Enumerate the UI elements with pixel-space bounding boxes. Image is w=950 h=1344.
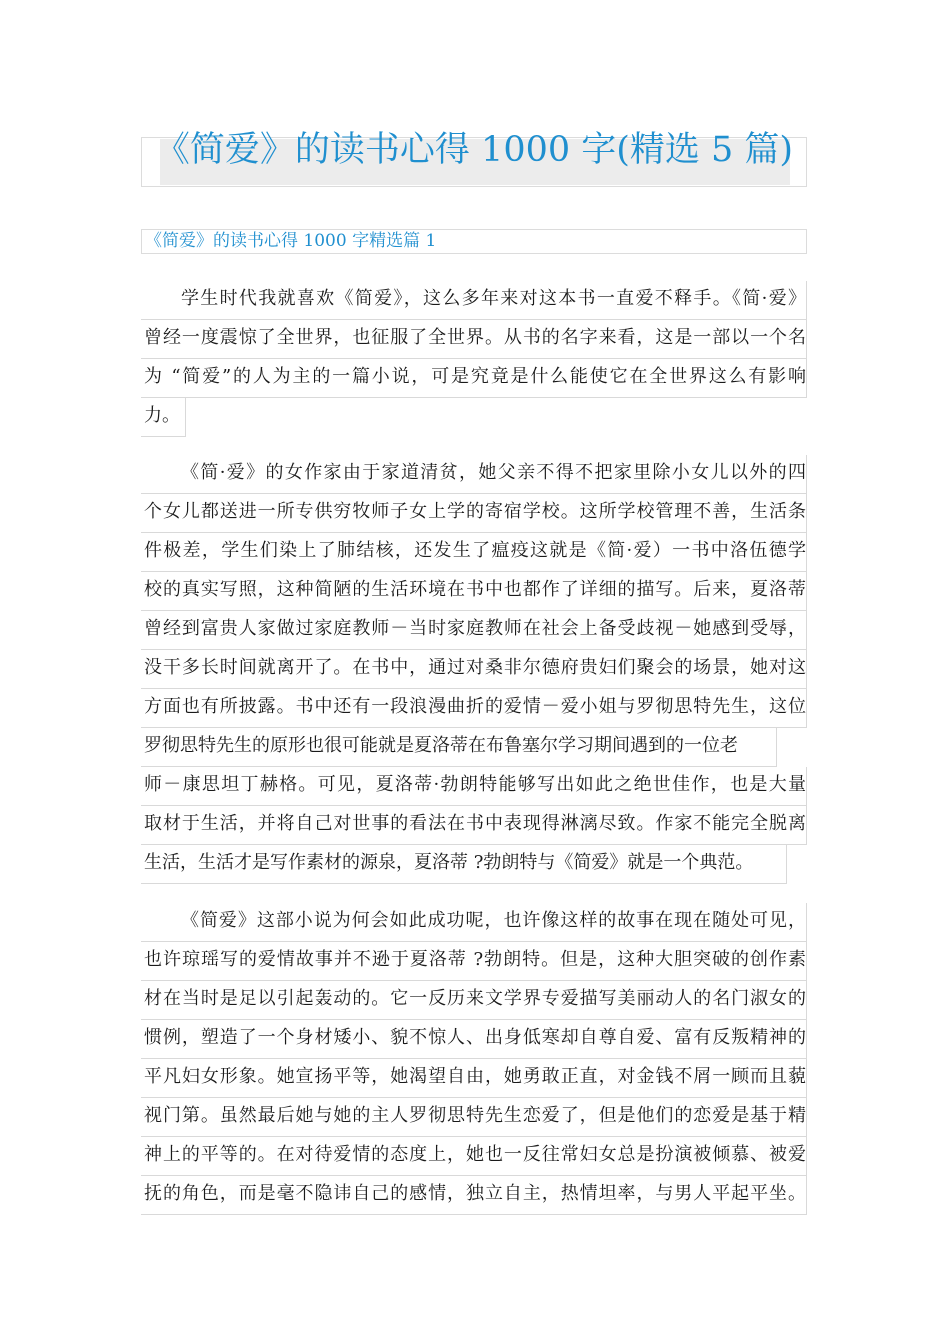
paragraph-line: 取材于生活，并将自己对世事的看法在书中表现得淋漓尽致。作家不能完全脱离 bbox=[141, 806, 807, 845]
paragraph-line: 抚的角色，而是毫不隐讳自己的感情，独立自主，热情坦率，与男人平起平坐。 bbox=[141, 1176, 807, 1215]
paragraph-line: 曾经一度震惊了全世界，也征服了全世界。从书的名字来看，这是一部以一个名 bbox=[141, 320, 807, 359]
paragraph-line: 个女儿都送进一所专供穷牧师子女上学的寄宿学校。这所学校管理不善，生活条 bbox=[141, 494, 807, 533]
paragraph-1 bbox=[141, 281, 807, 437]
paragraph-3 bbox=[141, 903, 807, 1215]
paragraph-line: 罗彻思特先生的原形也很可能就是夏洛蒂在布鲁塞尔学习期间遇到的一位老 bbox=[141, 728, 777, 767]
paragraph-line: 惯例，塑造了一个身材矮小、貌不惊人、出身低寒却自尊自爱、富有反叛精神的 bbox=[141, 1020, 807, 1059]
paragraph-line: 为 “简爱”的人为主的一篇小说，可是究竟是什么能使它在全世界这么有影响 bbox=[141, 359, 807, 398]
section-heading: 《简爱》的读书心得 1000 字精选篇 1 bbox=[141, 229, 807, 254]
paragraph-line: 生活，生活才是写作素材的源泉，夏洛蒂 ?勃朗特与《简爱》就是一个典范。 bbox=[141, 845, 787, 884]
paragraph-line: 曾经到富贵人家做过家庭教师－当时家庭教师在社会上备受歧视－她感到受辱， bbox=[141, 611, 807, 650]
paragraph-line: 材在当时是足以引起轰动的。它一反历来文学界专爱描写美丽动人的名门淑女的 bbox=[141, 981, 807, 1020]
paragraph-line: 校的真实写照，这种简陋的生活环境在书中也都作了详细的描写。后来，夏洛蒂 bbox=[141, 572, 807, 611]
paragraph-line: 学生时代我就喜欢《简爱》，这么多年来对这本书一直爱不释手。《简·爱》 bbox=[141, 281, 807, 320]
document-title: 《简爱》的读书心得 1000 字(精选 5 篇) bbox=[154, 130, 794, 170]
paragraph-line: 方面也有所披露。书中还有一段浪漫曲折的爱情－爱小姐与罗彻思特先生，这位 bbox=[141, 689, 807, 728]
paragraph-line: 《简爱》这部小说为何会如此成功呢，也许像这样的故事在现在随处可见， bbox=[141, 903, 807, 942]
paragraph-line: 神上的平等的。在对待爱情的态度上，她也一反往常妇女总是扮演被倾慕、被爱 bbox=[141, 1137, 807, 1176]
paragraph-line: 也许琼瑶写的爱情故事并不逊于夏洛蒂 ?勃朗特。但是，这种大胆突破的创作素 bbox=[141, 942, 807, 981]
paragraph-line: 《简·爱》的女作家由于家道清贫，她父亲不得不把家里除小女儿以外的四 bbox=[141, 455, 807, 494]
paragraph-line: 师－康思坦丁赫格。可见，夏洛蒂·勃朗特能够写出如此之绝世佳作，也是大量 bbox=[141, 767, 807, 806]
paragraph-line: 力。 bbox=[141, 398, 186, 437]
paragraph-line: 平凡妇女形象。她宣扬平等，她渴望自由，她勇敢正直，对金钱不屑一顾而且藐 bbox=[141, 1059, 807, 1098]
paragraph-2 bbox=[141, 455, 807, 884]
paragraph-line: 件极差，学生们染上了肺结核，还发生了瘟疫这就是《简·爱）一书中洛伍德学 bbox=[141, 533, 807, 572]
paragraph-line: 视门第。虽然最后她与她的主人罗彻思特先生恋爱了，但是他们的恋爱是基于精 bbox=[141, 1098, 807, 1137]
paragraph-line: 没干多长时间就离开了。在书中，通过对桑非尔德府贵妇们聚会的场景，她对这 bbox=[141, 650, 807, 689]
